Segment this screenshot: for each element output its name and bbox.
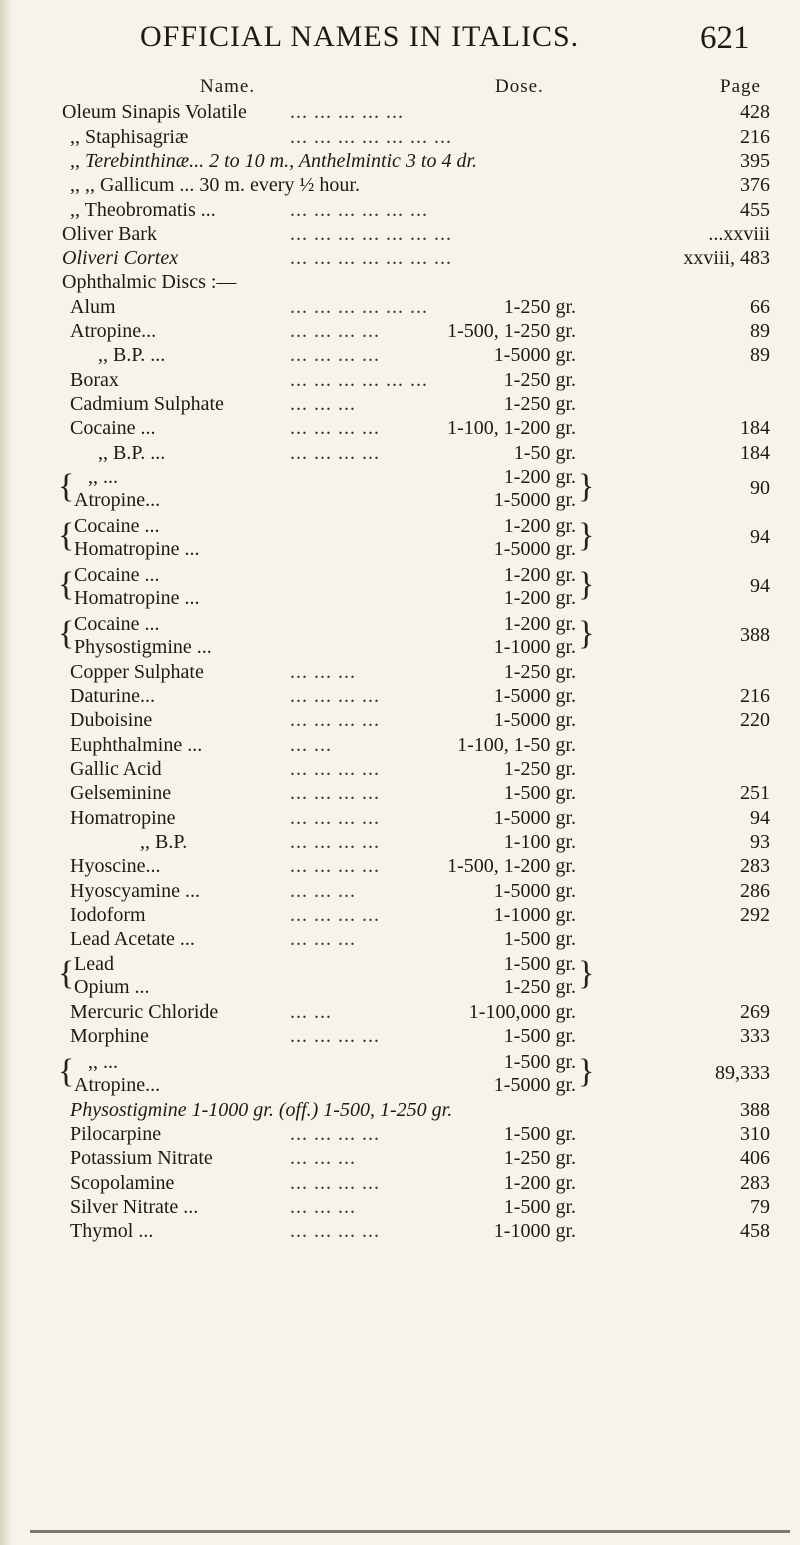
entry-page: 216 xyxy=(740,685,770,707)
entry-page: 283 xyxy=(740,855,770,877)
entry-name: Iodoform xyxy=(70,904,146,926)
entry-page: 216 xyxy=(740,126,770,148)
entry-name: Hyoscyamine ... xyxy=(70,880,200,902)
left-brace: { xyxy=(58,517,75,554)
index-entry xyxy=(0,708,800,732)
entry-dose: 1-500 gr. xyxy=(503,1025,576,1047)
entry-name: Atropine... xyxy=(74,489,161,511)
right-brace: } xyxy=(578,566,595,603)
entry-dose: 1-5000 gr. xyxy=(493,807,576,829)
entry-name: Oleum Sinapis Volatile xyxy=(62,101,247,123)
group-item xyxy=(0,465,800,489)
entry-page: 93 xyxy=(750,831,770,853)
entry-name: Thymol ... xyxy=(70,1220,154,1242)
index-entry xyxy=(0,1024,800,1048)
running-head xyxy=(0,20,800,60)
entry-dose: 1-5000 gr. xyxy=(493,880,576,902)
entry-name: Borax xyxy=(70,369,119,391)
page-bottom-rule xyxy=(30,1530,790,1533)
entry-dose: 1-250 gr. xyxy=(503,296,576,318)
entry-name: Alum xyxy=(70,296,116,318)
entry-dose: 1-100,000 gr. xyxy=(468,1001,576,1023)
entry-page: 94 xyxy=(750,807,770,829)
entry-full-line: Physostigmine 1-1000 gr. (off.) 1-500, 1-250 gr. xyxy=(70,1099,453,1121)
entry-name: Daturine... xyxy=(70,685,155,707)
entry-dose: 1-250 gr. xyxy=(503,1147,576,1169)
leader-dots: ... ... ... ... ... ... ... xyxy=(290,223,452,245)
entry-dose: 1-200 gr. xyxy=(503,613,576,635)
entry-dose: 1-200 gr. xyxy=(503,587,576,609)
entry-name: Lead xyxy=(74,953,114,975)
entry-name: ,, ... xyxy=(88,1051,118,1073)
entry-name: Oliver Bark xyxy=(62,223,157,245)
index-entry xyxy=(0,392,800,416)
entry-dose: 1-250 gr. xyxy=(503,393,576,415)
right-brace: } xyxy=(578,1053,595,1090)
entry-dose: 1-5000 gr. xyxy=(493,1074,576,1096)
index-entry xyxy=(0,684,800,708)
leader-dots: ... ... ... ... xyxy=(290,685,380,707)
entry-name: Gelseminine xyxy=(70,782,172,804)
page-number: 621 xyxy=(700,20,750,56)
entry-name: Silver Nitrate ... xyxy=(70,1196,199,1218)
leader-dots: ... ... ... ... ... xyxy=(290,101,404,123)
entry-dose: 1-500, 1-200 gr. xyxy=(447,855,576,877)
entry-dose: 1-250 gr. xyxy=(503,369,576,391)
index-entry xyxy=(0,830,800,854)
leader-dots: ... ... ... ... ... ... xyxy=(290,369,428,391)
entry-page: 269 xyxy=(740,1001,770,1023)
left-brace: { xyxy=(58,566,75,603)
entry-page: 89 xyxy=(750,344,770,366)
leader-dots: ... ... ... xyxy=(290,928,356,950)
entry-name: ,, B.P. ... xyxy=(98,442,166,464)
leader-dots: ... ... ... ... ... ... ... xyxy=(290,126,452,148)
entry-page: 286 xyxy=(740,880,770,902)
leader-dots: ... ... ... xyxy=(290,393,356,415)
entry-page: 94 xyxy=(750,526,770,548)
entry-name: Mercuric Chloride xyxy=(70,1001,219,1023)
index-entry xyxy=(0,125,800,149)
entry-name: ,, B.P. xyxy=(140,831,188,853)
right-brace: } xyxy=(578,615,595,652)
entry-name: ,, B.P. ... xyxy=(98,344,166,366)
entry-dose: 1-500, 1-250 gr. xyxy=(447,320,576,342)
entry-page: 90 xyxy=(750,477,770,499)
entry-name: Duboisine xyxy=(70,709,153,731)
entry-page: 376 xyxy=(740,174,770,196)
entry-name: Morphine xyxy=(70,1025,149,1047)
entry-dose: 1-250 gr. xyxy=(503,661,576,683)
entry-dose: 1-250 gr. xyxy=(503,758,576,780)
index-entry xyxy=(0,1000,800,1024)
index-entry xyxy=(0,1219,800,1243)
leader-dots: ... ... ... xyxy=(290,880,356,902)
index-entry xyxy=(0,854,800,878)
entry-dose: 1-1000 gr. xyxy=(493,904,576,926)
index-entry xyxy=(0,1195,800,1219)
entry-name: ,, Theobromatis ... xyxy=(70,199,216,221)
index-entry xyxy=(0,368,800,392)
entry-dose: 1-200 gr. xyxy=(503,1172,576,1194)
entry-dose: 1-500 gr. xyxy=(503,1123,576,1145)
index-entry xyxy=(0,100,800,124)
index-entry xyxy=(0,441,800,465)
left-brace: { xyxy=(58,955,75,992)
group-item xyxy=(0,563,800,587)
right-brace: } xyxy=(578,517,595,554)
entry-name: Atropine... xyxy=(74,1074,161,1096)
right-brace: } xyxy=(578,468,595,505)
entry-page: xxviii, 483 xyxy=(683,247,770,269)
entry-name: Atropine... xyxy=(70,320,157,342)
entry-page: 428 xyxy=(740,101,770,123)
leader-dots: ... ... ... ... xyxy=(290,904,380,926)
entry-page: 94 xyxy=(750,575,770,597)
entry-page: 79 xyxy=(750,1196,770,1218)
entry-name: Gallic Acid xyxy=(70,758,162,780)
entry-page: 458 xyxy=(740,1220,770,1242)
entry-dose: 1-50 gr. xyxy=(513,442,576,464)
index-entry xyxy=(0,1098,800,1122)
entry-dose: 1-100 gr. xyxy=(503,831,576,853)
entry-name: Homatropine ... xyxy=(74,587,200,609)
entry-name: Physostigmine ... xyxy=(74,636,212,658)
entry-dose: 1-100, 1-200 gr. xyxy=(447,417,576,439)
entry-dose: 1-250 gr. xyxy=(503,976,576,998)
leader-dots: ... ... ... ... xyxy=(290,709,380,731)
entry-full-line: ,, ,, Gallicum ... 30 m. every ½ hour. xyxy=(70,174,360,196)
index-entry xyxy=(0,1171,800,1195)
entry-name: Homatropine ... xyxy=(74,538,200,560)
entry-full-line: ,, Terebinthinæ... 2 to 10 m., Anthelmintic 3 to 4 dr. xyxy=(70,150,478,172)
leader-dots: ... ... ... xyxy=(290,1196,356,1218)
entry-page: 283 xyxy=(740,1172,770,1194)
leader-dots: ... ... ... ... xyxy=(290,758,380,780)
entry-name: Ophthalmic Discs :— xyxy=(62,271,237,293)
entry-name: Cocaine ... xyxy=(74,515,160,537)
index-entry xyxy=(0,173,800,197)
entry-dose: 1-200 gr. xyxy=(503,466,576,488)
entry-dose: 1-500 gr. xyxy=(503,782,576,804)
entry-name: Copper Sulphate xyxy=(70,661,204,683)
index-entry xyxy=(0,927,800,951)
entry-name: Pilocarpine xyxy=(70,1123,162,1145)
index-entry xyxy=(0,222,800,246)
entry-page: 251 xyxy=(740,782,770,804)
entry-dose: 1-5000 gr. xyxy=(493,538,576,560)
index-entry xyxy=(0,198,800,222)
leader-dots: ... ... ... ... ... ... xyxy=(290,296,428,318)
group-item xyxy=(0,537,800,561)
entry-name: Potassium Nitrate xyxy=(70,1147,213,1169)
index-entry xyxy=(0,806,800,830)
index-entry xyxy=(0,879,800,903)
entry-page: 66 xyxy=(750,296,770,318)
entry-dose: 1-200 gr. xyxy=(503,564,576,586)
index-entry xyxy=(0,903,800,927)
entry-dose: 1-500 gr. xyxy=(503,953,576,975)
group-item xyxy=(0,952,800,976)
entry-page: 455 xyxy=(740,199,770,221)
index-entry xyxy=(0,246,800,270)
entry-name: Opium ... xyxy=(74,976,150,998)
leader-dots: ... ... ... ... xyxy=(290,1220,380,1242)
entry-name: ,, ... xyxy=(88,466,118,488)
group-item xyxy=(0,488,800,512)
index-entry xyxy=(0,416,800,440)
group-item xyxy=(0,586,800,610)
right-brace: } xyxy=(578,955,595,992)
entry-name: Scopolamine xyxy=(70,1172,175,1194)
leader-dots: ... ... ... ... xyxy=(290,344,380,366)
index-entry xyxy=(0,1122,800,1146)
entry-dose: 1-1000 gr. xyxy=(493,1220,576,1242)
leader-dots: ... ... ... ... xyxy=(290,831,380,853)
index-entry xyxy=(0,295,800,319)
entry-name: Cocaine ... xyxy=(74,564,160,586)
entry-name: Cocaine ... xyxy=(74,613,160,635)
running-title: OFFICIAL NAMES IN ITALICS. xyxy=(140,20,580,53)
leader-dots: ... ... ... ... xyxy=(290,417,380,439)
leader-dots: ... ... ... ... xyxy=(290,807,380,829)
group-item xyxy=(0,1050,800,1074)
entry-page: 220 xyxy=(740,709,770,731)
column-header-page: Page xyxy=(720,76,761,97)
index-entry xyxy=(0,781,800,805)
index-entry xyxy=(0,1146,800,1170)
index-entry xyxy=(0,757,800,781)
leader-dots: ... ... ... ... xyxy=(290,442,380,464)
entry-dose: 1-5000 gr. xyxy=(493,489,576,511)
entry-page: 310 xyxy=(740,1123,770,1145)
entry-dose: 1-1000 gr. xyxy=(493,636,576,658)
leader-dots: ... ... ... ... xyxy=(290,855,380,877)
index-entry xyxy=(0,149,800,173)
entry-dose: 1-100, 1-50 gr. xyxy=(457,734,576,756)
entry-name: Lead Acetate ... xyxy=(70,928,195,950)
leader-dots: ... ... ... ... xyxy=(290,1172,380,1194)
entry-dose: 1-500 gr. xyxy=(503,1051,576,1073)
entry-name: Oliveri Cortex xyxy=(62,247,179,269)
index-entry xyxy=(0,733,800,757)
left-brace: { xyxy=(58,468,75,505)
entry-dose: 1-500 gr. xyxy=(503,1196,576,1218)
leader-dots: ... ... xyxy=(290,734,332,756)
entry-dose: 1-500 gr. xyxy=(503,928,576,950)
index-entry xyxy=(0,319,800,343)
entry-page: 89,333 xyxy=(715,1062,770,1084)
entry-page: ...xxviii xyxy=(708,223,770,245)
leader-dots: ... ... ... ... xyxy=(290,320,380,342)
column-header-dose: Dose. xyxy=(495,76,544,97)
group-item xyxy=(0,975,800,999)
entry-page: 333 xyxy=(740,1025,770,1047)
entry-name: Euphthalmine ... xyxy=(70,734,203,756)
group-item xyxy=(0,612,800,636)
leader-dots: ... ... ... ... xyxy=(290,782,380,804)
leader-dots: ... ... ... xyxy=(290,1147,356,1169)
leader-dots: ... ... xyxy=(290,1001,332,1023)
leader-dots: ... ... ... ... xyxy=(290,1123,380,1145)
index-entry xyxy=(0,270,800,294)
entry-name: Hyoscine... xyxy=(70,855,161,877)
entry-page: 184 xyxy=(740,442,770,464)
group-item xyxy=(0,1073,800,1097)
entry-dose: 1-200 gr. xyxy=(503,515,576,537)
left-brace: { xyxy=(58,1053,75,1090)
entry-name: Cadmium Sulphate xyxy=(70,393,224,415)
leader-dots: ... ... ... ... ... ... ... xyxy=(290,247,452,269)
entry-name: Homatropine xyxy=(70,807,176,829)
column-header-name: Name. xyxy=(200,76,256,97)
index-entry xyxy=(0,343,800,367)
entry-page: 406 xyxy=(740,1147,770,1169)
entry-name: ,, Staphisagriæ xyxy=(70,126,189,148)
entry-page: 292 xyxy=(740,904,770,926)
entry-page: 388 xyxy=(740,1099,770,1121)
leader-dots: ... ... ... ... ... ... xyxy=(290,199,428,221)
group-item xyxy=(0,514,800,538)
group-item xyxy=(0,635,800,659)
entry-dose: 1-5000 gr. xyxy=(493,685,576,707)
entry-dose: 1-5000 gr. xyxy=(493,709,576,731)
leader-dots: ... ... ... xyxy=(290,661,356,683)
entry-page: 395 xyxy=(740,150,770,172)
entry-dose: 1-5000 gr. xyxy=(493,344,576,366)
entry-page: 388 xyxy=(740,624,770,646)
entry-name: Cocaine ... xyxy=(70,417,156,439)
entry-page: 89 xyxy=(750,320,770,342)
left-brace: { xyxy=(58,615,75,652)
leader-dots: ... ... ... ... xyxy=(290,1025,380,1047)
index-entry xyxy=(0,660,800,684)
entry-page: 184 xyxy=(740,417,770,439)
